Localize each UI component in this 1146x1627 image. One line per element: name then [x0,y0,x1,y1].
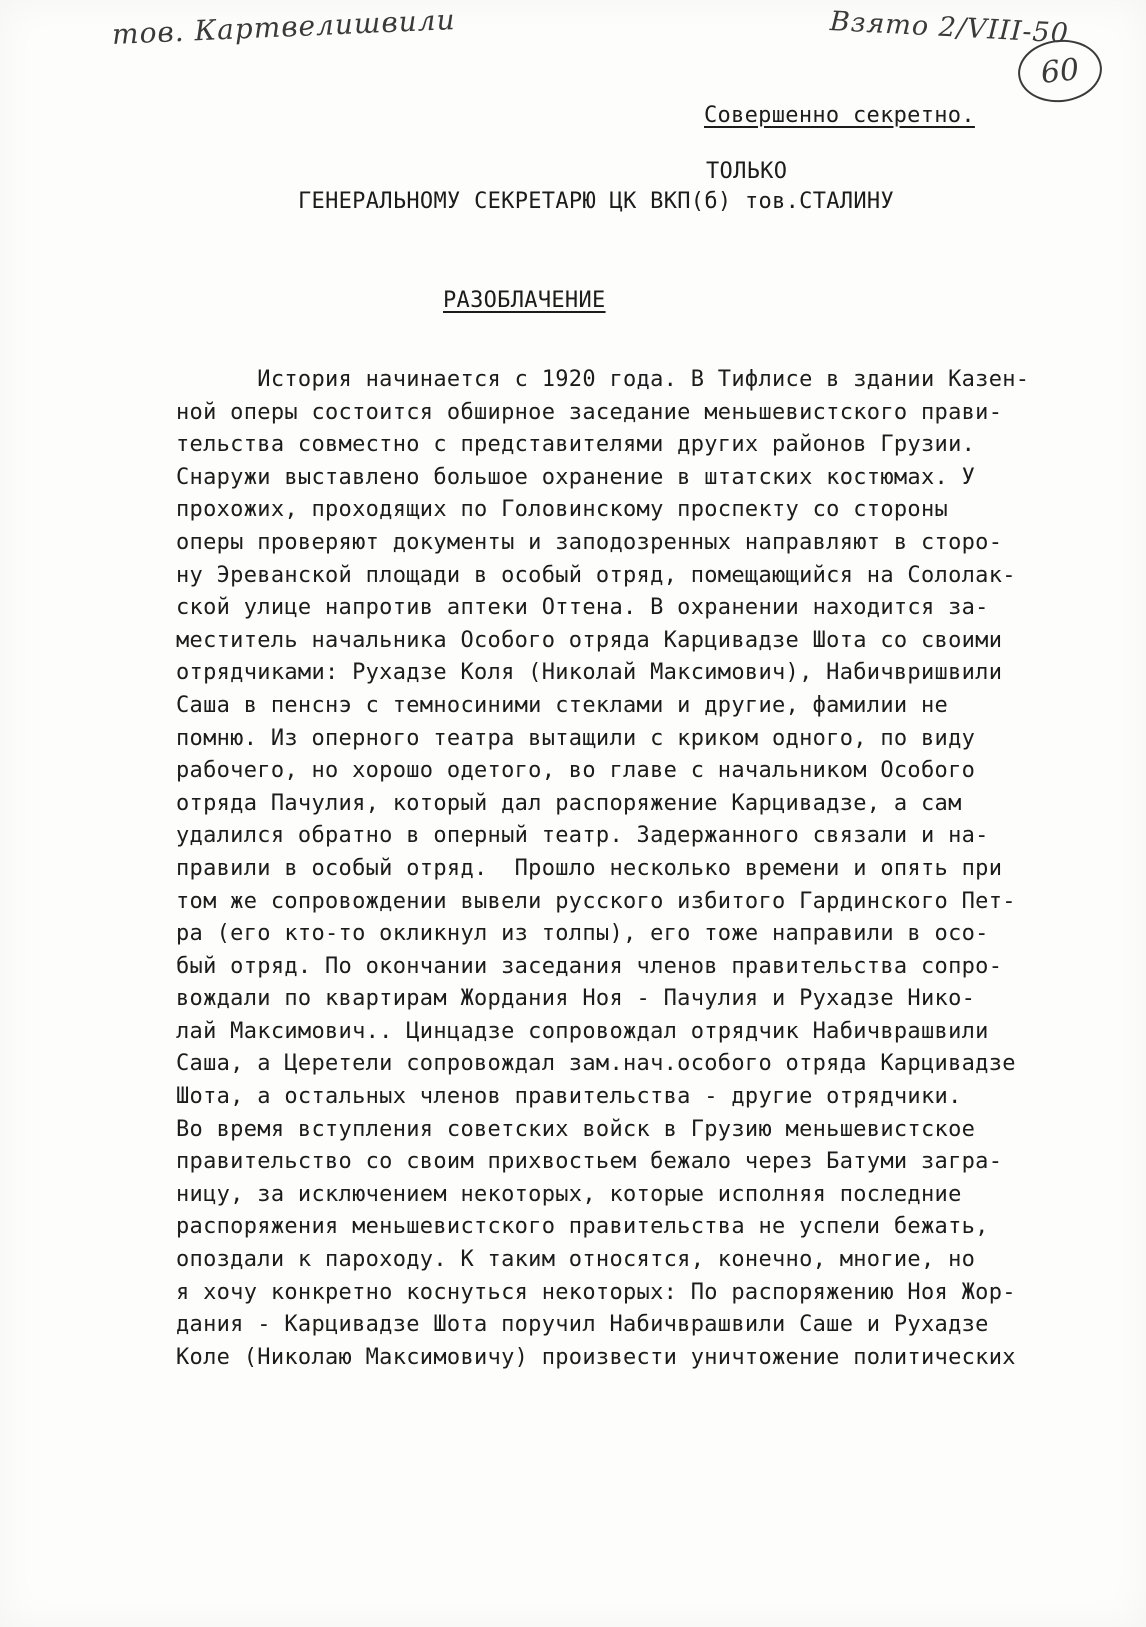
body-line: Саша, а Церетели сопровождал зам.нач.особого отряда Карцивадзе [176,1051,1016,1077]
body-line: том же сопровождении вывели русского избитого Гардинского Пет- [176,888,1016,914]
body-line: ницу, за исключением некоторых, которые исполняя последние [176,1181,962,1207]
body-line: ну Эреванской площади в особый отряд, помещающийся на Сололак- [176,562,1016,588]
handwritten-recipient-note: тов. Картвелишвили [111,3,457,51]
body-line: удалился обратно в оперный театр. Задержанного связали и на- [176,823,989,849]
body-line: рабочего, но хорошо одетого, во главе с начальником Особого [176,758,976,784]
body-line: оперы проверяют документы и заподозренных направляют в сторо- [176,529,1003,555]
body-line: тельства совместно с представителями других районов Грузии. [176,432,976,458]
body-line: отряда Пачулия, который дал распоряжение Карцивадзе, а сам [176,790,962,816]
body-line: прохожих, проходящих по Головинскому проспекту со стороны [176,497,949,523]
body-line: правительство со своим прихвостьем бежало через Батуми загра- [176,1149,1003,1175]
body-line: Снаружи выставлено большое охранение в штатских костюмах. У [176,464,976,490]
body-line: ной оперы состоится обширное заседание меньшевистского прави- [176,399,1003,425]
body-line: Коле (Николаю Максимовичу) произвести уничтожение политических [176,1344,1016,1370]
body-line: меститель начальника Особого отряда Карцивадзе Шота со своими [176,627,1003,653]
circled-page-number: 60 [1015,36,1105,106]
document-title: РАЗОБЛАЧЕНИЕ [443,288,606,313]
body-line: бый отряд. По окончании заседания членов правительства сопро- [176,953,1003,979]
handwritten-taken-note: Взято 2/VIII-50 [829,6,1070,50]
body-line: ра (его кто-то окликнул из толпы), его тоже направили в осо- [176,921,989,947]
body-line: История начинается с 1920 года. В Тифлисе в здании Казен- [176,367,1030,392]
addressee-line: ГЕНЕРАЛЬНОМУ СЕКРЕТАРЮ ЦК ВКП(б) тов.СТАЛИНУ [298,189,894,214]
body-line: лай Максимович.. Цинцадзе сопровождал отрядчик Набичврашвили [176,1018,989,1044]
body-line: дания - Карцивадзе Шота поручил Набичврашвили Саше и Рухадзе [176,1312,989,1338]
body-line: распоряжения меньшевистского правительства не успели бежать, [176,1214,989,1240]
body-line: опоздали к пароходу. К таким относятся, конечно, многие, но [176,1247,976,1273]
body-line: Шота, а остальных членов правительства - другие отрядчики. [176,1084,962,1110]
classification-stamp: Совершенно секретно. [704,103,975,128]
body-line: вождали по квартирам Жордания Ноя - Пачулия и Рухадзе Нико- [176,986,976,1012]
body-line: отрядчиками: Рухадзе Коля (Николай Максимович), Набичвришвили [176,660,1003,686]
body-line: правили в особый отряд. Прошло несколько времени и опять при [176,855,1003,881]
body-line: я хочу конкретно коснуться некоторых: По распоряжению Ноя Жор- [176,1279,1016,1305]
body-line: ской улице напротив аптеки Оттена. В охранении находится за- [176,595,989,621]
body-line: помню. Из оперного театра вытащили с криком одного, по виду [176,725,976,751]
body-line: Саша в пенснэ с темносиними стеклами и другие, фамилии не [176,692,949,718]
addressee-only: ТОЛЬКО [706,159,788,184]
document-body [176,364,1029,1374]
body-line: Во время вступления советских войск в Грузию меньшевистское [176,1116,976,1142]
